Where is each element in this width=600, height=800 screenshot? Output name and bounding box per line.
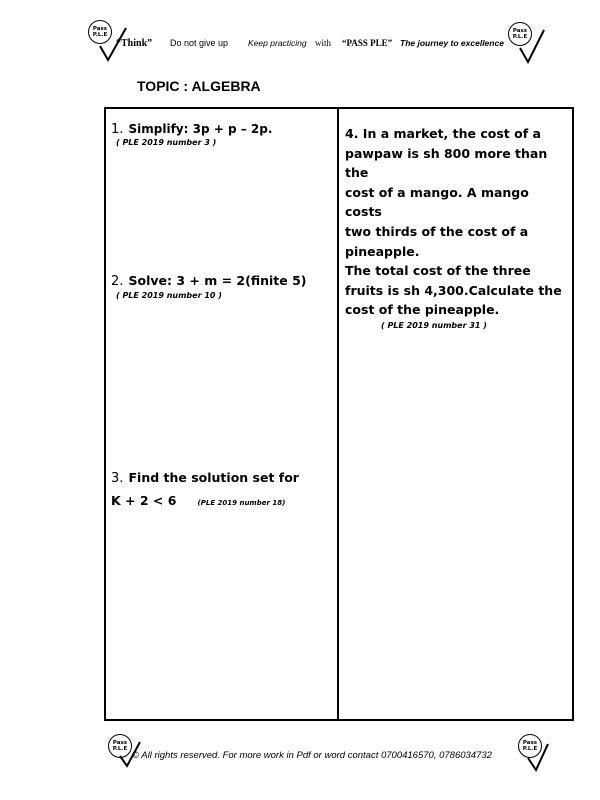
question-2 [111, 270, 307, 300]
question-text: Simplify: 3p + p – 2p. [128, 122, 273, 136]
logo-badge: Pass P.L.E [108, 734, 132, 758]
logo-badge: Pass P.L.E [88, 20, 112, 44]
question-line: pineapple. [345, 243, 420, 259]
column-divider [337, 109, 339, 719]
page-footer [0, 730, 600, 790]
question-number: 3. [111, 471, 124, 486]
question-3 [111, 467, 299, 509]
question-4 [345, 124, 567, 332]
question-source: ( PLE 2019 number 31 ) [381, 320, 487, 330]
pass-ple-logo-right [508, 22, 568, 72]
question-source: ( PLE 2019 number 3 ) [116, 138, 217, 147]
question-number: 1. [111, 122, 124, 137]
logo-badge: Pass P.L.E [518, 734, 542, 758]
question-1 [111, 118, 272, 147]
question-line: fruits is sh 4,300.Calculate the [345, 282, 562, 298]
question-line: The total cost of the three [345, 263, 531, 279]
checkmark-icon [518, 734, 578, 784]
question-text: Solve: 3 + m = 2(finite 5) [128, 273, 307, 288]
page-title: TOPIC : ALGEBRA [137, 78, 261, 94]
question-line: two thirds of the cost of a [345, 223, 529, 239]
tagline-dont-give-up: Do not give up [170, 38, 229, 48]
tagline-pass-ple: “PASS PLE” [342, 38, 393, 48]
checkmark-icon [508, 22, 568, 72]
question-inequality: K + 2 < 6 [111, 493, 177, 508]
page-header [0, 0, 600, 70]
question-line: 4. In a market, the cost of a [345, 126, 541, 141]
question-number: 2. [111, 274, 124, 289]
question-source: ( PLE 2019 number 10 ) [116, 291, 222, 300]
tagline-think: “Think” [116, 38, 153, 49]
pass-ple-logo-right [518, 734, 578, 784]
copyright-text: © All rights reserved. For more work in Pdf or word contact 0700416570, 0786034732 [132, 750, 492, 761]
question-line: pawpaw is sh 800 more than the [345, 145, 548, 181]
question-source: (PLE 2019 number 18) [197, 499, 286, 507]
question-text: Find the solution set for [128, 470, 299, 485]
tagline-journey: The journey to excellence [400, 38, 504, 48]
question-line: cost of a mango. A mango costs [345, 184, 529, 220]
tagline-keep-practicing: Keep practicing [248, 38, 307, 48]
logo-badge: Pass P.L.E [508, 22, 532, 46]
question-line: cost of the pineapple. [345, 302, 500, 318]
tagline-with: with [315, 38, 332, 48]
header-tagline [116, 38, 516, 52]
